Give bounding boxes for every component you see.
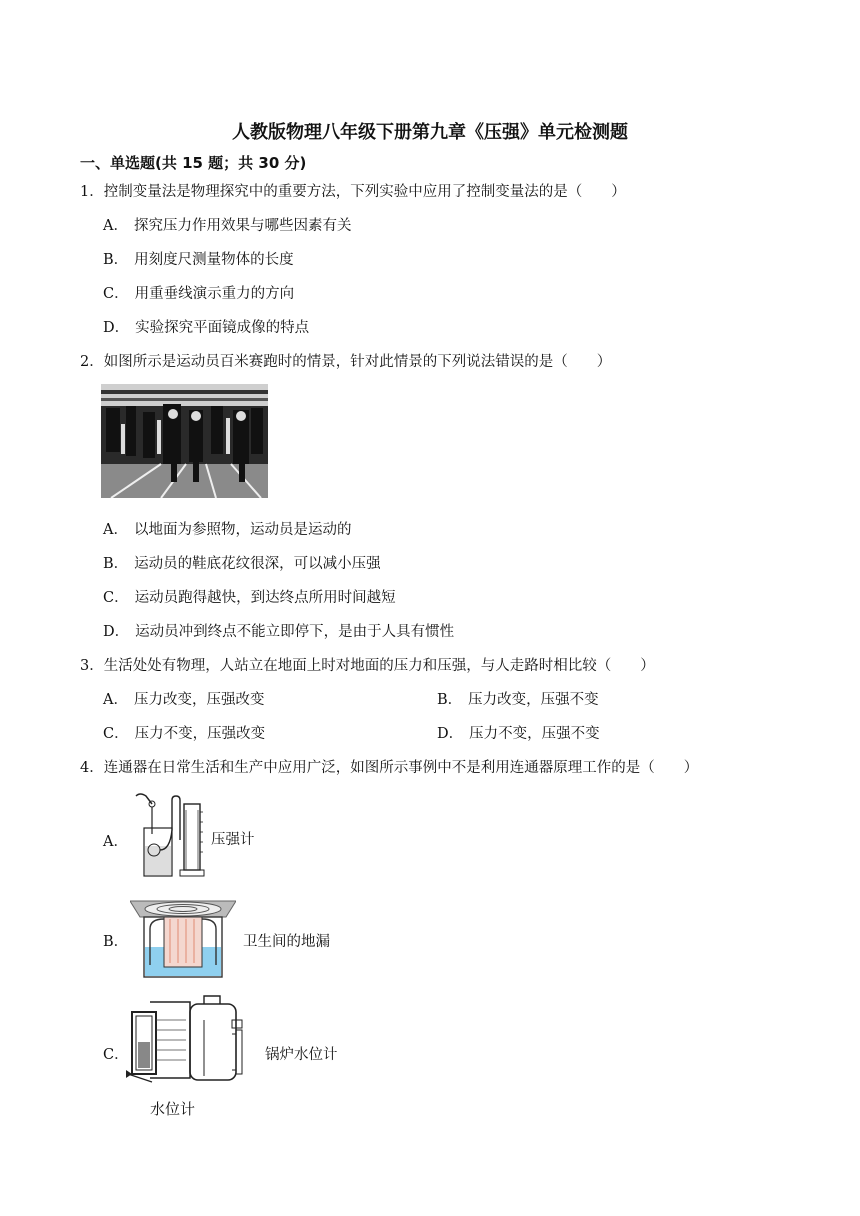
caption-4c: 锅炉水位计 <box>265 1047 338 1063</box>
question-number: 3． <box>80 658 104 674</box>
figure-label-water-gauge: 水位计 <box>150 1100 196 1118</box>
option-2a[interactable]: A． 以地面为参照物，运动员是运动的 <box>103 522 352 538</box>
option-3b[interactable]: B． 压力改变，压强不变 <box>437 692 599 708</box>
option-2c[interactable]: C． 运动员跑得越快，到达终点所用时间越短 <box>103 590 396 606</box>
boiler-gauge-figure <box>126 990 254 1088</box>
option-2b[interactable]: B． 运动员的鞋底花纹很深，可以减小压强 <box>103 556 381 572</box>
section-heading: 一、单选题(共 15 题；共 30 分) <box>80 154 307 172</box>
question-text: 控制变量法是物理探究中的重要方法，下列实验中应用了控制变量法的是（ ） <box>103 184 626 200</box>
question-3 <box>80 654 655 675</box>
option-3d[interactable]: D． 压力不变，压强不变 <box>437 726 600 742</box>
option-1a[interactable]: A． 探究压力作用效果与哪些因素有关 <box>103 218 352 234</box>
option-4a[interactable]: A． <box>103 834 128 850</box>
question-4 <box>80 756 698 777</box>
question-number: 4． <box>80 760 104 776</box>
option-4b[interactable]: B． <box>103 934 129 950</box>
pressure-gauge-figure <box>128 790 206 882</box>
question-2 <box>80 350 611 371</box>
question-number: 1． <box>80 184 104 200</box>
question-text: 连通器在日常生活和生产中应用广泛，如图所示事例中不是利用连通器原理工作的是（ ） <box>103 760 699 776</box>
caption-4b: 卫生间的地漏 <box>243 934 330 950</box>
question-1 <box>80 180 626 201</box>
option-4c[interactable]: C． <box>103 1047 129 1063</box>
option-2d[interactable]: D． 运动员冲到终点不能立即停下，是由于人具有惯性 <box>103 624 455 640</box>
question-text: 生活处处有物理，人站立在地面上时对地面的压力和压强，与人走路时相比较（ ） <box>103 658 655 674</box>
sprint-photo <box>101 384 268 498</box>
page-title: 人教版物理八年级下册第九章《压强》单元检测题 <box>232 122 628 143</box>
option-1b[interactable]: B． 用刻度尺测量物体的长度 <box>103 252 294 268</box>
caption-4a: 压强计 <box>211 832 255 848</box>
option-3c[interactable]: C． 压力不变，压强改变 <box>103 726 266 742</box>
question-number: 2． <box>80 354 104 370</box>
floor-drain-figure <box>130 895 236 981</box>
question-text: 如图所示是运动员百米赛跑时的情景，针对此情景的下列说法错误的是（ ） <box>103 354 612 370</box>
option-3a[interactable]: A． 压力改变，压强改变 <box>103 692 265 708</box>
option-1c[interactable]: C． 用重垂线演示重力的方向 <box>103 286 295 302</box>
option-1d[interactable]: D． 实验探究平面镜成像的特点 <box>103 320 310 336</box>
